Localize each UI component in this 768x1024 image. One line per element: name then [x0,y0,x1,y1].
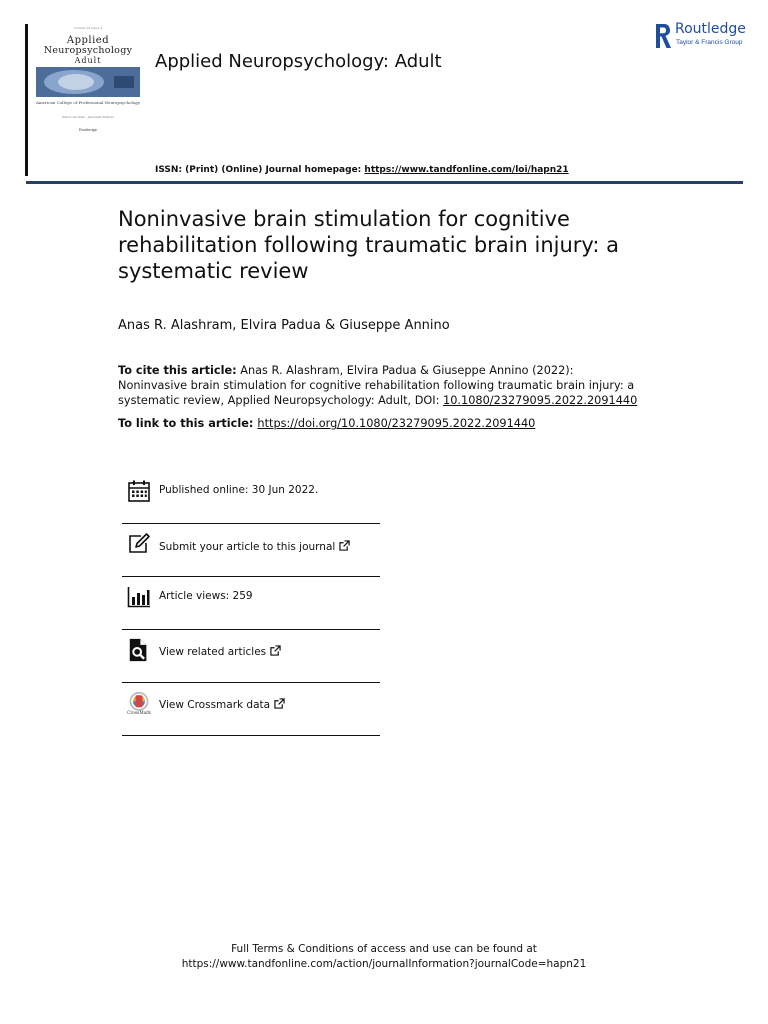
article-title: Noninvasive brain stimulation for cognitive rehabilitation following traumatic brain injury: a systematic review [118,207,619,283]
published-online-row [122,466,380,518]
svg-text:CrossMark: CrossMark [127,711,151,715]
crossmark-row[interactable] [122,683,380,735]
routledge-logo[interactable] [654,20,754,50]
document-search-icon [127,638,151,662]
citation-block [118,363,638,408]
bar-chart-icon [127,585,151,609]
divider [122,735,380,736]
published-online-label: Published online: 30 Jun 2022. [159,484,319,496]
related-articles-row[interactable] [122,630,380,682]
cover-society: American College of Professional Neuropsychology [36,100,140,105]
cover-publisher: Routledge [78,127,98,132]
journal-homepage-link[interactable]: https://www.tandfonline.com/loi/hapn21 [364,165,569,175]
publisher-group: Taylor & Francis Group [676,39,743,46]
article-views-label: Article views: 259 [159,590,253,602]
journal-cover-thumbnail [34,26,142,176]
external-link-icon [274,698,285,709]
cover-editors: Editor-in-Chief · Associate Editors [62,115,114,119]
cover-title-line3: Adult [74,56,102,65]
cover-volume: Volume 29 Issue 4 [74,26,102,30]
terms-footer [0,942,768,972]
citation-doi-link[interactable]: 10.1080/23279095.2022.2091440 [443,394,638,407]
external-link-icon [339,540,350,551]
cover-title-line1: Applied [66,35,110,46]
external-link-icon [270,645,281,656]
routledge-name: Routledge [675,21,746,37]
link-label: To link to this article: [118,417,254,430]
citation-text: Anas R. Alashram, Elvira Padua & Giuseppe Annino (2022): Noninvasive brain stimulation for cognitive rehabilitation following traumatic brain injury: a systematic review, Applied Neuropsychology: Adult, DOI: [118,364,635,407]
related-articles-label: View related articles [159,645,281,658]
calendar-icon [127,479,151,503]
routledge-r-icon [654,23,672,49]
cover-brain-image [36,67,140,97]
issn-line [155,165,569,175]
article-views-row [122,577,380,629]
footer-line1: Full Terms & Conditions of access and use can be found at [231,943,537,955]
header-rule [26,181,743,184]
submit-article-row[interactable] [122,524,380,576]
journal-title: Applied Neuropsychology: Adult [155,51,442,72]
edit-icon [127,532,151,556]
article-authors: Anas R. Alashram, Elvira Padua & Giuseppe Annino [118,318,450,333]
crossmark-label: View Crossmark data [159,698,285,711]
citation-label: To cite this article: [118,364,237,377]
cover-side-rule [25,24,28,176]
link-block [118,417,535,430]
article-doi-url[interactable]: https://doi.org/10.1080/23279095.2022.2091440 [257,417,536,430]
submit-article-label: Submit your article to this journal [159,540,350,553]
cover-title-line2: Neuropsychology [43,45,133,56]
issn-text: ISSN: (Print) (Online) Journal homepage: [155,165,365,175]
footer-terms-link[interactable]: https://www.tandfonline.com/action/journalInformation?journalCode=hapn21 [181,958,587,970]
crossmark-icon [127,691,151,715]
